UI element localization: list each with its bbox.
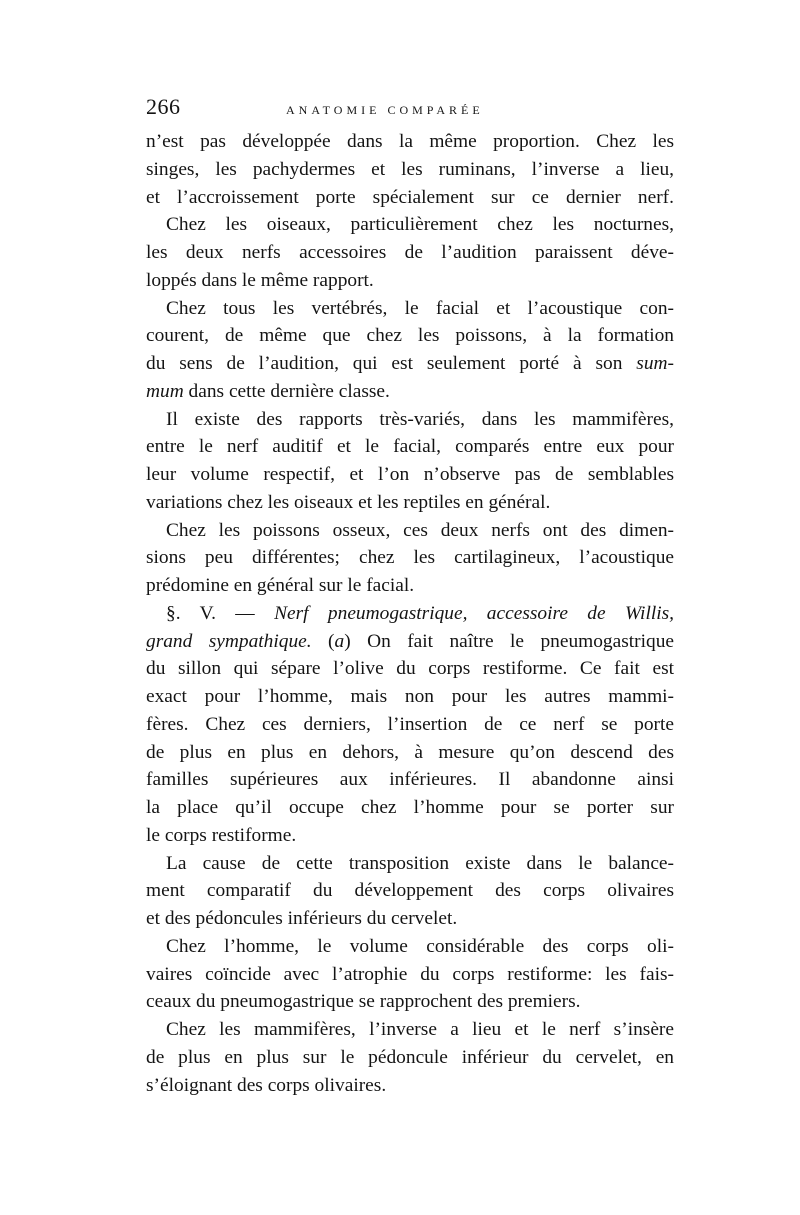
text-span: et des pédoncules inférieurs du cervelet. xyxy=(146,908,458,929)
text-line xyxy=(146,572,674,600)
book-page xyxy=(146,94,674,1099)
running-title: ANATOMIE COMPARÉE xyxy=(286,103,484,117)
text-line xyxy=(146,850,674,878)
text-line xyxy=(146,184,674,212)
text-span: entre le nerf auditif et le facial, comparés entre eux pour xyxy=(146,436,674,458)
text-line xyxy=(146,600,674,628)
text-line xyxy=(146,1016,674,1044)
text-span: du sillon qui sépare l’olive du corps restiforme. Ce fait est xyxy=(146,658,674,680)
text-line xyxy=(146,822,674,850)
text-line xyxy=(146,683,674,711)
italic-text: Nerf pneumogastrique, accessoire de Willis, xyxy=(274,602,675,624)
text-span: Chez les oiseaux, particulièrement chez les nocturnes, xyxy=(166,214,674,236)
text-line xyxy=(146,905,674,933)
text-span: Chez tous les vertébrés, le facial et l’acoustique con- xyxy=(166,297,674,319)
text-span: variations chez les oiseaux et les reptiles en général. xyxy=(146,491,551,513)
text-line xyxy=(146,1044,674,1072)
text-line xyxy=(146,544,674,572)
text-span: loppés dans le même rapport. xyxy=(146,269,374,291)
text-line xyxy=(146,794,674,822)
text-line xyxy=(146,655,674,683)
page-number: 266 xyxy=(146,94,181,119)
text-span: ) On fait naître le pneumogastrique xyxy=(344,630,675,652)
text-line xyxy=(146,988,674,1016)
text-span: dans cette dernière classe. xyxy=(183,380,390,402)
text-span: exact pour l’homme, mais non pour les autres mammi- xyxy=(146,686,674,707)
italic-text: a xyxy=(334,630,345,652)
text-span: n’est pas développée dans la même proportion. Chez les xyxy=(146,131,674,152)
text-line xyxy=(146,378,674,406)
text-span: courent, de même que chez les poissons, à la formation xyxy=(146,325,674,347)
text-line xyxy=(146,711,674,739)
text-span: ceaux du pneumogastrique se rapprochent des premiers. xyxy=(146,991,581,1013)
text-span: vaires coïncide avec l’atrophie du corps restiforme: les fais- xyxy=(146,963,674,985)
text-line xyxy=(146,1072,674,1100)
text-span: Chez l’homme, le volume considérable des corps oli- xyxy=(166,935,674,957)
text-line xyxy=(146,406,674,434)
text-span: singes, les pachydermes et les ruminans, l’inverse a lieu, xyxy=(146,158,674,180)
text-line xyxy=(146,128,674,156)
text-line xyxy=(146,517,674,545)
text-line xyxy=(146,211,674,239)
text-line xyxy=(146,628,674,656)
text-span: et l’accroissement porte spécialement sur ce dernier nerf. xyxy=(146,186,674,208)
text-span: la place qu’il occupe chez l’homme pour se porter sur xyxy=(146,797,674,818)
text-span: du sens de l’audition, qui est seulement porté à son xyxy=(146,353,637,374)
text-span: Chez les mammifères, l’inverse a lieu et le nerf s’insère xyxy=(166,1019,674,1040)
text-line xyxy=(146,961,674,989)
text-span: ment comparatif du développement des corps olivaires xyxy=(146,880,674,902)
text-span: ( xyxy=(311,630,335,652)
text-line xyxy=(146,350,674,378)
text-line xyxy=(146,461,674,489)
text-line xyxy=(146,766,674,794)
text-span: fères. Chez ces derniers, l’insertion de ce nerf se porte xyxy=(146,713,674,735)
text-span: leur volume respectif, et l’on n’observe pas de semblables xyxy=(146,464,674,485)
text-line xyxy=(146,267,674,295)
text-span: La cause de cette transposition existe dans le balance- xyxy=(166,852,674,874)
text-line xyxy=(146,322,674,350)
text-span: Chez les poissons osseux, ces deux nerfs ont des dimen- xyxy=(166,519,674,541)
text-span: sions peu différentes; chez les cartilagineux, l’acoustique xyxy=(146,547,674,569)
text-span: familles supérieures aux inférieures. Il abandonne ainsi xyxy=(146,769,674,791)
text-line xyxy=(146,739,674,767)
text-span: prédomine en général sur le facial. xyxy=(146,575,415,596)
text-span: §. V. — xyxy=(166,602,275,624)
text-span: les deux nerfs accessoires de l’audition paraissent déve- xyxy=(146,242,674,263)
text-span: de plus en plus sur le pédoncule inférieur du cervelet, en xyxy=(146,1046,674,1068)
text-line xyxy=(146,156,674,184)
text-line xyxy=(146,877,674,905)
text-line xyxy=(146,239,674,267)
running-head xyxy=(146,94,674,128)
text-span: s’éloignant des corps olivaires. xyxy=(146,1074,387,1096)
text-span: de plus en plus en dehors, à mesure qu’on descend des xyxy=(146,741,674,763)
text-line xyxy=(146,433,674,461)
italic-text: sum- xyxy=(636,353,674,374)
text-span: le corps restiforme. xyxy=(146,824,297,846)
text-line xyxy=(146,295,674,323)
body-text xyxy=(146,128,674,1099)
text-line xyxy=(146,489,674,517)
italic-text: mum xyxy=(146,380,184,402)
text-line xyxy=(146,933,674,961)
text-span: Il existe des rapports très-variés, dans les mammifères, xyxy=(166,408,674,430)
italic-text: grand sympathique. xyxy=(146,630,312,652)
